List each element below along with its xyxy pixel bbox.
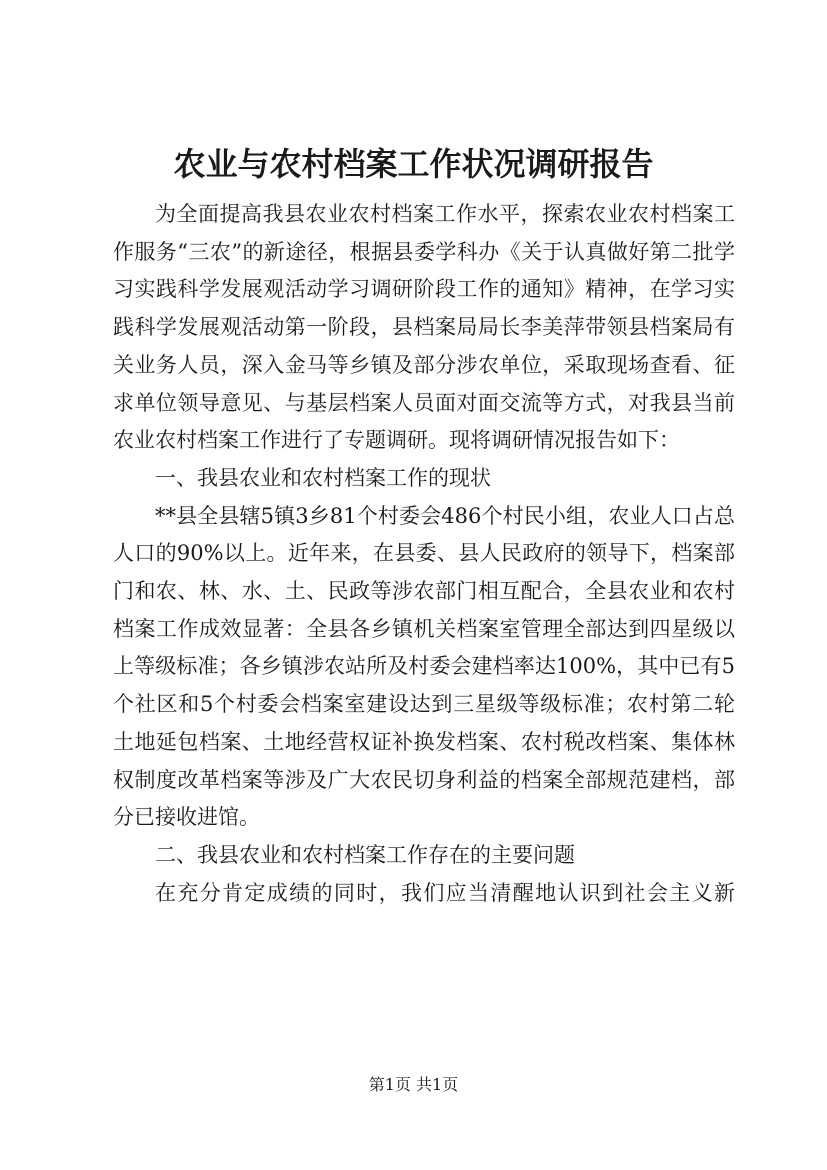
section-heading-2: 二、我县农业和农村档案工作存在的主要问题 [155,842,575,867]
intro-paragraph: 为全面提高我县农业农村档案工作水平，探索农业农村档案工作服务“三农”的新途径，根据县委学科办《关于认真做好第二批学习实践科学发展观活动学习调研阶段工作的通知》精神，在学习实践科学发展观活动第一阶段，县档案局局长李美萍带领县档案局有关业务人员，深入金马等乡镇及部分涉农单位，采取现场查看、征求单位领导意见、与基层档案人员面对面交流等方式，对我县当前农业农村档案工作进行了专题调研。现将调研情况报告如下： [113,202,735,453]
problems-paragraph: 在充分肯定成绩的同时，我们应当清醒地认识到社会主义新 [155,880,735,905]
status-paragraph: **县全县辖5镇3乡81个村委会486个村民小组，农业人口占总人口的90%以上。近年来，在县委、县人民政府的领导下，档案部门和农、林、水、土、民政等涉农部门相互配合，全县农业和农村档案工作成效显著：全县各乡镇机关档案室管理全部达到四星级以上等级标准；各乡镇涉农站所及村委会建档率达100%，其中已有5个社区和5个村委会档案室建设达到三星级等级标准；农村第二轮土地延包档案、土地经营权证补换发档案、农村税改档案、集体林权制度改革档案等涉及广大农民切身利益的档案全部规范建档，部分已接收进馆。 [113,503,735,830]
document-title: 农业与农村档案工作状况调研报告 [173,145,654,183]
document-body [113,196,735,912]
section-heading-1: 一、我县农业和农村档案工作的现状 [155,465,491,490]
page-footer: 第1页 共1页 [368,1075,459,1094]
